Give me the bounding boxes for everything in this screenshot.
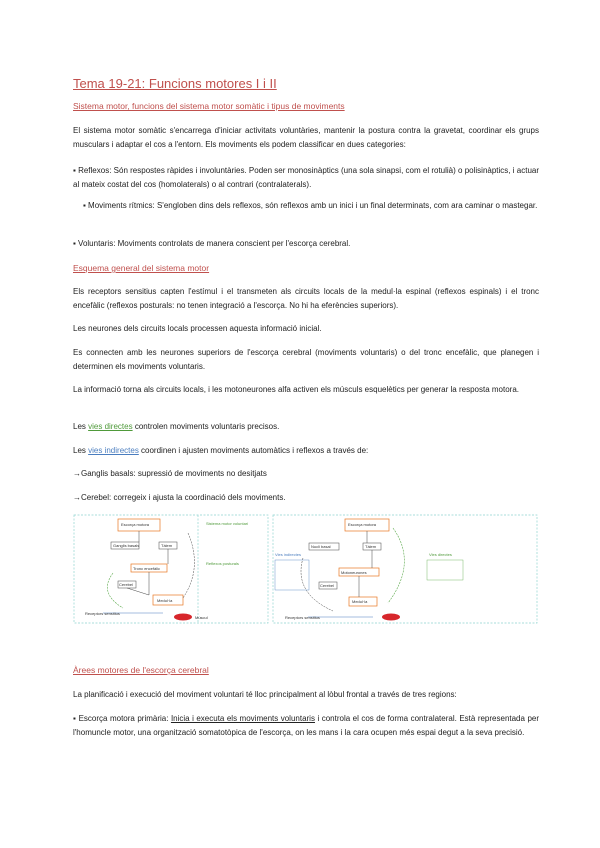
left-brainstem-label: Tronc encefàlic (133, 566, 160, 571)
left-side-a-label: Sistema motor voluntari (206, 521, 249, 526)
paragraph-direct-paths: Les vies directes controlen moviments voluntaris precisos. (73, 422, 280, 431)
right-basal-label: Nucli basal (311, 544, 331, 549)
right-muscle-icon (382, 614, 400, 621)
paragraph-receptors: Els receptors sensitius capten l'estímul i el transmeten als circuits locals de la medul·la espinal (reflexos espinals) i el tronc encefàlic (reflexos posturals: no tenen integració a l'escorça. No hi ha eferències superiors). (73, 287, 539, 310)
left-thalamus-label: Tàlem (161, 543, 173, 548)
bullet-voluntary: ▪ Voluntaris: Moviments controlats de manera conscient per l'escorça cerebral. (73, 239, 351, 248)
left-muscle-label: Múscul (195, 615, 208, 620)
left-cord-label: Medul·la (157, 598, 173, 603)
direct-paths-term: vies directes (88, 422, 133, 431)
right-direct-label: Vies directes (429, 552, 452, 557)
section-heading-general-scheme: Esquema general del sistema motor (73, 263, 210, 273)
left-cortex-label: Escorça motora (121, 522, 150, 527)
section-heading-motor-areas: Àrees motores de l'escorça cerebral (73, 665, 209, 675)
right-indirect-label: Vies indirectes (275, 552, 301, 557)
paragraph-upper-neurons: Es connecten amb les neurones superiors de l'escorça cerebral (moviments voluntaris) o del tronc encefàlic, que planegen i determinen els moviments voluntaris. (73, 348, 539, 371)
diagram-left (74, 515, 268, 623)
bullet-reflexes: ▪ Reflexos: Són respostes ràpides i involuntàries. Poden ser monosinàptics (una sola sinapsi, com el rotulià) o polisinàptics, i actuar al mateix costat del cos (homolaterals) o al contrari (contralaterals). (73, 166, 539, 189)
indirect-paths-term: vies indirectes (88, 446, 139, 455)
left-receptors-label: Receptors sensitius (85, 611, 120, 616)
left-side-b-label: Reflexos posturals (206, 561, 239, 566)
right-cord-label: Medul·la (352, 599, 368, 604)
paragraph-indirect-paths: Les vies indirectes coordinen i ajusten moviments automàtics i reflexos a través de: (73, 446, 369, 455)
paragraph-alpha-motoneurons: La informació torna als circuits locals, i les motoneurones alfa activen els músculs esquelètics per generar la resposta motora. (73, 385, 519, 394)
primary-motor-cortex-underlined: Inicia i executa els moviments voluntaris (170, 714, 315, 723)
bullet-primary-motor-cortex: ▪ Escorça motora primària: Inicia i executa els moviments voluntaris i controla el cos de forma contralateral. Està representada per l'homuncle motor, una organització somatotòpica de l'escorça, on les mans i la cara ocupen més espai degut a la seva precisió. (73, 714, 540, 737)
section-heading-motor-system: Sistema motor, funcions del sistema motor somàtic i tipus de moviments (73, 101, 345, 111)
right-cortex-label: Escorça motora (348, 522, 377, 527)
paragraph-frontal-lobe: La planificació i execució del moviment voluntari té lloc principalment al lòbul frontal a través de tres regions: (73, 690, 457, 699)
left-muscle-icon (174, 614, 192, 621)
left-cerebellum-label: Cerebel (119, 582, 134, 587)
bullet-rhythmic: ▪ Moviments rítmics: S'engloben dins dels reflexos, són reflexos amb un inici i un final determinats, com ara caminar o mastegar. (83, 201, 538, 210)
right-brainstem-label: Motoneurones (341, 570, 367, 575)
arrow-item-cerebellum: →Cerebel: corregeix i ajusta la coordinació dels moviments. (73, 493, 286, 502)
paragraph-local-circuits: Les neurones dels circuits locals processen aquesta informació inicial. (73, 324, 322, 333)
arrow-item-basal-ganglia: →Ganglis basals: supressió de moviments no desitjats (73, 469, 267, 478)
motor-system-diagram (73, 513, 539, 625)
page-title: Tema 19-21: Funcions motores I i II (73, 76, 277, 91)
paragraph-intro: El sistema motor somàtic s'encarrega d'iniciar activitats voluntàries, mantenir la postura contra la gravetat, coordinar els grups musculars i adaptar el cos a l'entorn. Els moviments els podem classificar en dues categories: (73, 126, 539, 149)
right-receptors-label: Receptors sensitius (285, 615, 320, 620)
right-cerebellum-label: Cerebel (320, 583, 335, 588)
right-thalamus-label: Tàlem (365, 544, 377, 549)
left-basal-label: Ganglis basals (113, 543, 140, 548)
diagram-right (273, 515, 537, 623)
